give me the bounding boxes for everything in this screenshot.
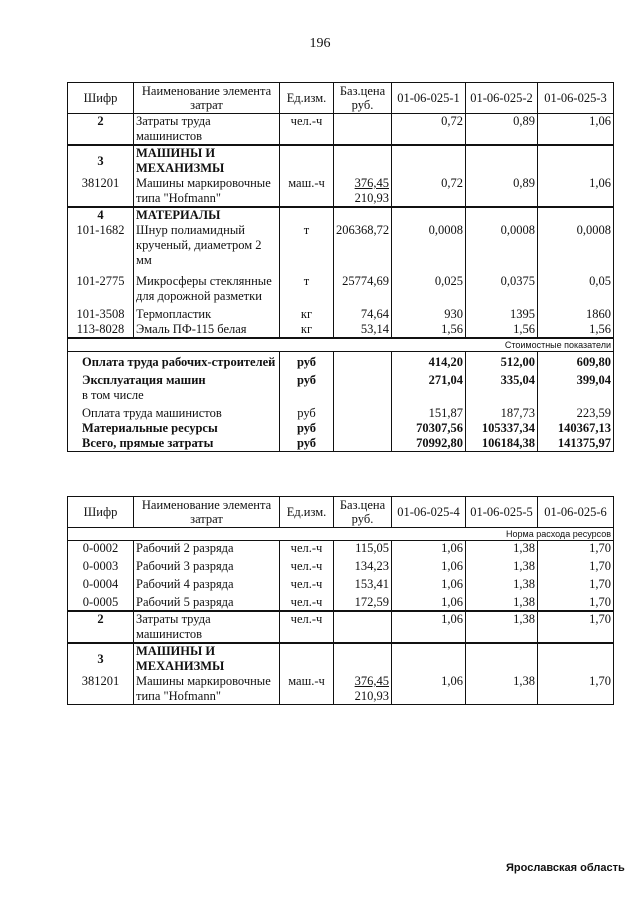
summary-row: Материальные ресурсы руб 70307,56 105337,34 140367,13 [68, 421, 614, 436]
header-price: Баз.цена руб. [334, 497, 392, 528]
resource-norm-caption: Норма расхода ресурсов [68, 528, 614, 541]
table-row: 0-0003 Рабочий 3 разряда чел.-ч 134,23 1,06 1,38 1,70 [68, 556, 614, 574]
cost-indicators-caption: Стоимостные показатели [68, 338, 614, 352]
summary-row: Всего, прямые затраты руб 70992,80 106184,38 141375,97 [68, 436, 614, 452]
header-col-1: 01-06-025-1 [392, 83, 466, 114]
summary-row: Оплата труда рабочих-строителей руб 414,20 512,00 609,80 [68, 352, 614, 371]
header-col-3: 01-06-025-3 [538, 83, 614, 114]
table-row: 101-1682 Шнур полиамидный крученый, диаметром 2 мм т 206368,72 0,0008 0,0008 0,0008 [68, 223, 614, 274]
page-number: 196 [309, 36, 331, 51]
summary-row: Оплата труда машинистов руб 151,87 187,73 223,59 [68, 403, 614, 421]
header-price: Баз.цена руб. [334, 83, 392, 114]
header-code: Шифр [68, 497, 134, 528]
section-row: 3 МАШИНЫ И МЕХАНИЗМЫ [68, 145, 614, 176]
summary-row: Эксплуатация машин в том числе руб 271,04 335,04 399,04 [68, 370, 614, 403]
header-name: Наименование элемента затрат [134, 497, 280, 528]
resource-table-1 [67, 82, 614, 452]
header-unit: Ед.изм. [280, 83, 334, 114]
table-header [68, 83, 614, 114]
table-row: 381201 Машины маркировочные типа "Hofmann" маш.-ч 376,45 210,93 0,72 0,89 1,06 [68, 176, 614, 207]
table-row: 101-2775 Микросферы стеклянные для дорожной разметки т 25774,69 0,025 0,0375 0,05 [68, 274, 614, 307]
region-footer: Ярославская область [506, 862, 625, 874]
table-row: 101-3508 Термопластик кг 74,64 930 1395 1860 [68, 307, 614, 322]
table-row: 0-0004 Рабочий 4 разряда чел.-ч 153,41 1,06 1,38 1,70 [68, 574, 614, 592]
header-unit: Ед.изм. [280, 497, 334, 528]
table-row: 113-8028 Эмаль ПФ-115 белая кг 53,14 1,56 1,56 1,56 [68, 322, 614, 338]
table-row: 381201 Машины маркировочные типа "Hofmann" маш.-ч 376,45 210,93 1,06 1,38 1,70 [68, 674, 614, 705]
table-row: 0-0005 Рабочий 5 разряда чел.-ч 172,59 1,06 1,38 1,70 [68, 592, 614, 611]
section-row: 4 МАТЕРИАЛЫ [68, 207, 614, 223]
header-col-4: 01-06-025-4 [392, 497, 466, 528]
header-name: Наименование элемента затрат [134, 83, 280, 114]
resource-table-2 [67, 496, 614, 705]
header-col-5: 01-06-025-5 [466, 497, 538, 528]
table-row: 0-0002 Рабочий 2 разряда чел.-ч 115,05 1,06 1,38 1,70 [68, 541, 614, 557]
table-header [68, 497, 614, 528]
header-col-2: 01-06-025-2 [466, 83, 538, 114]
header-code: Шифр [68, 83, 134, 114]
section-row: 3 МАШИНЫ И МЕХАНИЗМЫ [68, 643, 614, 674]
header-col-6: 01-06-025-6 [538, 497, 614, 528]
table-row: 2 Затраты труда машинистов чел.-ч 1,06 1,38 1,70 [68, 611, 614, 643]
table-row: 2 Затраты труда машинистов чел.-ч 0,72 0,89 1,06 [68, 114, 614, 146]
